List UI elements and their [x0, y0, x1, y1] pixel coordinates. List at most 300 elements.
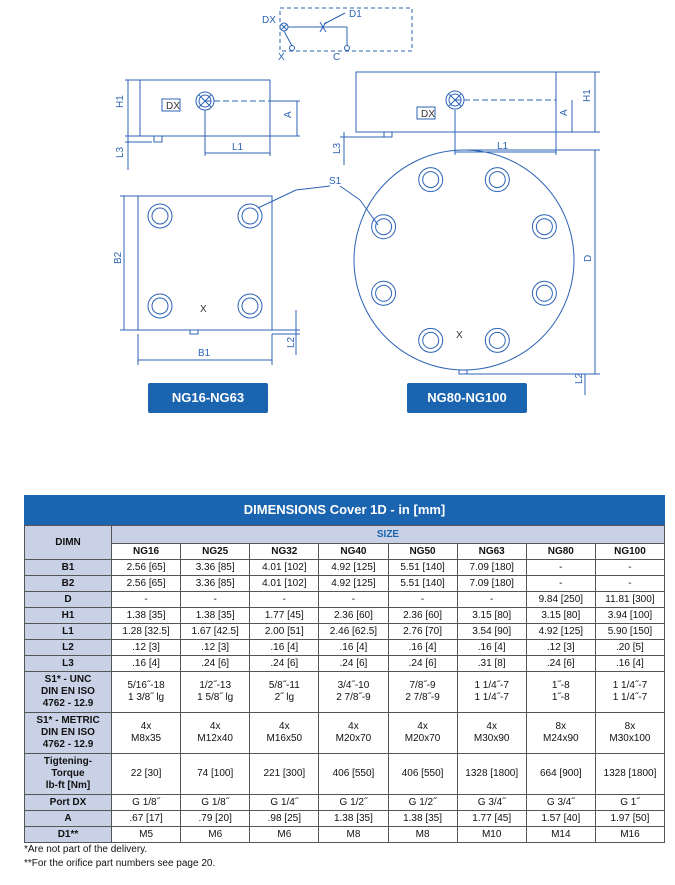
table-cell — [250, 592, 319, 608]
table-cell — [526, 656, 595, 672]
row-label — [25, 827, 112, 843]
bolt-hole — [536, 219, 552, 235]
bolt-hole — [376, 219, 392, 235]
cell-line: M30x100 — [609, 733, 651, 744]
cell-line: - — [420, 593, 425, 605]
label-l3-left: L3 — [115, 146, 126, 158]
table-cell — [319, 656, 388, 672]
cell-line: 1˝-8 — [551, 692, 570, 703]
table-cell — [457, 624, 526, 640]
cell-line: 3.36 [85] — [195, 577, 235, 589]
label-s1: S1 — [329, 176, 342, 187]
cell-line: 4x — [209, 721, 221, 732]
cell-line: 8x — [624, 721, 636, 732]
table-cell — [250, 795, 319, 811]
cell-line: G 1˝ — [620, 796, 640, 808]
cell-line: 1˝-8 — [551, 680, 570, 691]
cell-line: 1 1/4˝-7 — [612, 692, 648, 703]
table-cell — [595, 640, 664, 656]
table-cell — [526, 811, 595, 827]
table-cell — [112, 827, 181, 843]
cell-line: 221 [300] — [263, 768, 306, 779]
label-dx: DX — [262, 15, 276, 26]
label-l3-right: L3 — [332, 142, 343, 154]
table-cell — [112, 754, 181, 795]
cell-line: .98 [25] — [267, 812, 301, 824]
cell-line: - — [282, 593, 286, 605]
cell-line: M16 — [620, 828, 640, 840]
table-row — [25, 827, 665, 843]
column-header: NG63 — [457, 544, 526, 560]
cell-line: 4x — [417, 721, 428, 732]
cell-line: 1.38 [35] — [333, 812, 373, 824]
technical-drawing — [0, 0, 675, 440]
cell-line: 1.77 [45] — [264, 609, 304, 621]
cell-line: M20x70 — [335, 733, 372, 744]
table-cell — [319, 811, 388, 827]
table-cell — [526, 576, 595, 592]
table-cell — [457, 713, 526, 754]
table-cell — [388, 827, 457, 843]
table-cell — [388, 672, 457, 713]
table-cell — [388, 608, 457, 624]
row-label — [25, 576, 112, 592]
table-row — [25, 592, 665, 608]
label-dx-port-right: DX — [421, 109, 435, 120]
label-dx-port-left: DX — [166, 101, 180, 112]
label-l2-left: L2 — [286, 336, 297, 348]
label-d1: D1 — [349, 9, 362, 20]
table-title: DIMENSIONS Cover 1D - in [mm] — [24, 495, 665, 525]
table-row — [25, 754, 665, 795]
label-l1-left: L1 — [232, 142, 244, 153]
table-cell — [112, 576, 181, 592]
column-header: NG40 — [319, 544, 388, 560]
row-label-line: DIN EN ISO — [41, 727, 95, 738]
cell-line: 2.36 [60] — [333, 609, 373, 621]
table-cell — [388, 640, 457, 656]
side-view-ng80-ng100 — [340, 72, 600, 165]
cell-line: M5 — [139, 828, 154, 840]
cell-line: 1 1/4˝-7 — [474, 680, 509, 691]
table-cell — [388, 576, 457, 592]
row-label-line: 4762 - 12.9 — [42, 739, 94, 750]
table-cell — [181, 827, 250, 843]
table-cell — [181, 795, 250, 811]
cell-line: 1328 [1800] — [603, 768, 657, 779]
cell-line: 3.15 [80] — [541, 609, 581, 621]
bolt-hole — [423, 172, 439, 188]
table-cell — [319, 576, 388, 592]
table-cell — [250, 827, 319, 843]
cell-line: 7.09 [180] — [469, 561, 514, 573]
table-cell — [388, 795, 457, 811]
table-row — [25, 795, 665, 811]
cell-line: G 3/4˝ — [546, 796, 575, 808]
table-cell — [181, 560, 250, 576]
table-cell — [112, 672, 181, 713]
cell-line: G 1/2˝ — [339, 796, 368, 808]
cell-line: - — [559, 577, 563, 589]
table-cell — [181, 811, 250, 827]
cell-line: .20 [5] — [616, 641, 644, 653]
cell-line: M20x70 — [404, 733, 441, 744]
table-cell — [250, 560, 319, 576]
cell-line: .16 [4] — [270, 641, 299, 653]
cell-line: M8 — [415, 828, 430, 840]
table-cell — [595, 811, 664, 827]
table-cell — [526, 608, 595, 624]
table-cell — [388, 811, 457, 827]
label-a-left: A — [283, 111, 294, 118]
row-label-line: lb-ft [Nm] — [45, 780, 91, 791]
cell-line: M16x50 — [266, 733, 303, 744]
label-x: X — [278, 52, 285, 63]
cell-line: M8 — [346, 828, 361, 840]
cell-line: 5.51 [140] — [400, 577, 445, 589]
table-cell — [181, 754, 250, 795]
size-header: SIZE — [112, 526, 665, 544]
cell-line: G 3/4˝ — [477, 796, 506, 808]
table-row — [25, 713, 665, 754]
row-label-line: Tigtening- — [43, 756, 93, 767]
table-cell — [595, 576, 664, 592]
cell-line: .16 [4] — [132, 657, 160, 669]
table-cell — [112, 811, 181, 827]
cell-line: 74 [100] — [197, 768, 234, 779]
table-cell — [457, 592, 526, 608]
table-cell — [526, 827, 595, 843]
cell-line: 2.56 [65] — [126, 577, 166, 589]
table-cell — [181, 656, 250, 672]
table-cell — [319, 592, 388, 608]
row-label-line: L3 — [62, 657, 74, 669]
row-label — [25, 560, 112, 576]
cell-line: 1.97 [50] — [610, 812, 650, 824]
column-header: NG100 — [595, 544, 664, 560]
cell-line: - — [144, 593, 148, 605]
table-cell — [319, 624, 388, 640]
table-cell — [526, 754, 595, 795]
table-cell — [181, 576, 250, 592]
table-cell — [112, 713, 181, 754]
cell-line: M6 — [277, 828, 292, 840]
cell-line: 4.01 [102] — [262, 577, 307, 589]
side-view-ng16-ng63 — [125, 80, 300, 170]
cell-line: - — [559, 561, 563, 573]
cell-line: .24 [6] — [339, 657, 368, 669]
cell-line: .24 [6] — [408, 657, 437, 669]
row-label-line: D1** — [57, 828, 79, 840]
cell-line: 22 [30] — [130, 768, 162, 779]
cell-line: 4x — [140, 721, 152, 732]
table-cell — [319, 608, 388, 624]
cell-line: 1 1/4˝-7 — [612, 680, 648, 691]
table-cell — [250, 811, 319, 827]
table-cell — [250, 656, 319, 672]
row-label — [25, 640, 112, 656]
row-label-line: Torque — [51, 768, 85, 779]
cell-line: 3.15 [80] — [472, 609, 512, 621]
label-a-right: A — [559, 109, 570, 116]
cell-line: .12 [3] — [201, 641, 230, 653]
cell-line: .24 [6] — [546, 657, 575, 669]
label-h1-right: H1 — [582, 89, 593, 102]
table-cell — [319, 754, 388, 795]
cell-line: 1.57 [40] — [541, 812, 581, 824]
table-cell — [526, 640, 595, 656]
row-label-line: L1 — [62, 625, 74, 637]
dimn-header: DIMN — [25, 526, 112, 560]
table-cell — [457, 827, 526, 843]
table-row — [25, 624, 665, 640]
table-cell — [181, 624, 250, 640]
cell-line: 8x — [555, 721, 567, 732]
label-hole-x-round: X — [456, 330, 463, 341]
cell-line: M24x90 — [543, 733, 579, 744]
row-label — [25, 592, 112, 608]
hydraulic-schematic — [280, 8, 412, 51]
table-cell — [388, 713, 457, 754]
label-b1: B1 — [198, 348, 211, 359]
cell-line: 5/16˝-18 — [127, 680, 165, 691]
cell-line: 406 [550] — [401, 768, 444, 779]
cell-line: 1.28 [32.5] — [122, 625, 170, 637]
cell-line: - — [351, 593, 356, 605]
table-cell — [595, 713, 664, 754]
table-cell — [457, 608, 526, 624]
table-row — [25, 560, 665, 576]
column-header: NG80 — [526, 544, 595, 560]
variant-label-ng80-ng100: NG80-NG100 — [407, 383, 527, 413]
label-l1-right: L1 — [497, 141, 509, 152]
cell-line: 4x — [348, 721, 359, 732]
row-label-line: Port DX — [49, 796, 87, 808]
table-cell — [250, 624, 319, 640]
row-label-line: S1* - METRIC — [36, 715, 100, 726]
table-cell — [388, 592, 457, 608]
table-row — [25, 608, 665, 624]
table-cell — [457, 576, 526, 592]
cell-line: 1 3/8˝ lg — [127, 692, 165, 703]
table-cell — [250, 608, 319, 624]
table-cell — [319, 713, 388, 754]
cell-line: .31 [8] — [477, 657, 506, 669]
table-cell — [595, 592, 664, 608]
column-header: NG32 — [250, 544, 319, 560]
cell-line: G 1/8˝ — [201, 796, 230, 808]
row-label — [25, 672, 112, 713]
table-cell — [250, 672, 319, 713]
table-cell — [250, 576, 319, 592]
round-plan-view — [340, 150, 600, 395]
cell-line: M14 — [551, 828, 571, 840]
cell-line: .16 [4] — [408, 641, 437, 653]
cell-line: 406 [550] — [332, 768, 375, 779]
row-label-line: H1 — [61, 609, 75, 621]
row-label-line: L2 — [62, 641, 74, 653]
cell-line: 1 5/8˝ lg — [197, 692, 234, 703]
cell-line: 5.90 [150] — [607, 625, 653, 637]
table-cell — [526, 560, 595, 576]
table-cell — [319, 827, 388, 843]
cell-line: 1 1/4˝-7 — [474, 692, 509, 703]
table-row — [25, 672, 665, 713]
table-cell — [595, 795, 664, 811]
cell-line: - — [628, 577, 632, 589]
cell-line: - — [213, 593, 217, 605]
table-cell — [319, 795, 388, 811]
row-label-line: 4762 - 12.9 — [42, 698, 94, 709]
table-cell — [181, 608, 250, 624]
cell-line: 2 7/8˝-9 — [405, 692, 440, 703]
cell-line: .24 [6] — [270, 657, 299, 669]
bolt-hole — [489, 172, 505, 188]
table-cell — [112, 624, 181, 640]
cell-line: 7/8˝-9 — [409, 680, 436, 691]
row-label — [25, 608, 112, 624]
label-l2-right: L2 — [574, 372, 585, 384]
label-b2: B2 — [113, 251, 124, 264]
table-cell — [181, 713, 250, 754]
table-cell — [181, 672, 250, 713]
row-label-line: D — [64, 593, 72, 605]
table-row — [25, 656, 665, 672]
cell-line: 4x — [486, 721, 497, 732]
cell-line: G 1/4˝ — [270, 796, 299, 808]
row-label — [25, 713, 112, 754]
cell-line: 2.00 [51] — [264, 625, 304, 637]
table-cell — [388, 560, 457, 576]
row-label — [25, 624, 112, 640]
column-header: NG25 — [181, 544, 250, 560]
table-cell — [457, 754, 526, 795]
table-cell — [319, 560, 388, 576]
cell-line: M8x35 — [131, 733, 162, 744]
table-cell — [457, 656, 526, 672]
cell-line: 4.92 [125] — [331, 561, 376, 573]
table-cell — [526, 795, 595, 811]
table-cell — [388, 754, 457, 795]
table-cell — [250, 640, 319, 656]
table-cell — [250, 713, 319, 754]
cell-line: 4.92 [125] — [331, 577, 376, 589]
bolt-hole — [376, 285, 392, 301]
row-label — [25, 656, 112, 672]
cell-line: 1328 [1800] — [465, 768, 519, 779]
table-cell — [595, 624, 664, 640]
label-hole-x-square: X — [200, 304, 207, 315]
table-cell — [526, 592, 595, 608]
cell-line: .12 [3] — [132, 641, 160, 653]
row-label-line: B2 — [61, 577, 75, 589]
cell-line: 3/4˝-10 — [337, 680, 370, 691]
table-cell — [181, 640, 250, 656]
cell-line: 1.38 [35] — [126, 609, 166, 621]
cell-line: 664 [900] — [539, 768, 582, 779]
cell-line: M30x90 — [473, 733, 510, 744]
table-cell — [319, 640, 388, 656]
table-cell — [388, 656, 457, 672]
cell-line: 4.92 [125] — [538, 625, 584, 637]
square-plan-view — [120, 186, 330, 365]
row-label-line: DIN EN ISO — [41, 686, 95, 697]
cell-line: 1.38 [35] — [195, 609, 235, 621]
table-row — [25, 811, 665, 827]
row-label-line: A — [64, 812, 72, 824]
table-cell — [319, 672, 388, 713]
row-label — [25, 795, 112, 811]
table-cell — [595, 754, 664, 795]
variant-label-ng16-ng63: NG16-NG63 — [148, 383, 268, 413]
cell-line: 2.56 [65] — [126, 561, 166, 573]
bolt-hole — [536, 285, 552, 301]
table-cell — [457, 672, 526, 713]
table-cell — [595, 827, 664, 843]
table-cell — [250, 754, 319, 795]
table-cell — [595, 656, 664, 672]
cell-line: .16 [4] — [339, 641, 368, 653]
table-cell — [112, 560, 181, 576]
table-cell — [112, 795, 181, 811]
table-cell — [112, 608, 181, 624]
table-cell — [457, 560, 526, 576]
table-row — [25, 576, 665, 592]
table-cell — [181, 592, 250, 608]
cell-line: 2.76 [70] — [403, 625, 443, 637]
column-header: NG50 — [388, 544, 457, 560]
label-d: D — [583, 254, 594, 262]
cell-line: .16 [4] — [477, 641, 506, 653]
table-cell — [388, 624, 457, 640]
cell-line: 11.81 [300] — [605, 593, 655, 605]
table-cell — [595, 608, 664, 624]
cell-line: 3.94 [100] — [607, 609, 653, 621]
cell-line: M12x40 — [197, 733, 233, 744]
cell-line: 7.09 [180] — [469, 577, 514, 589]
table-cell — [526, 672, 595, 713]
cell-line: 1/2˝-13 — [199, 680, 232, 691]
cell-line: M6 — [208, 828, 223, 840]
dimensions-table — [24, 525, 665, 843]
table-cell — [526, 713, 595, 754]
table-cell — [457, 640, 526, 656]
cell-line: 9.84 [250] — [538, 593, 584, 605]
cell-line: 2˝ lg — [274, 692, 295, 703]
cell-line: M10 — [481, 828, 502, 840]
cell-line: 5/8˝-11 — [268, 680, 300, 691]
table-cell — [595, 672, 664, 713]
row-label-line: B1 — [61, 561, 75, 573]
footnotes — [24, 843, 215, 871]
cell-line: 3.54 [90] — [472, 625, 512, 637]
bolt-hole — [423, 332, 439, 348]
row-label — [25, 754, 112, 795]
cell-line: - — [490, 593, 494, 605]
table-cell — [112, 640, 181, 656]
table-cell — [526, 624, 595, 640]
table-cell — [112, 656, 181, 672]
cell-line: .67 [17] — [129, 812, 163, 824]
cell-line: .16 [4] — [616, 657, 644, 669]
cell-line: 3.36 [85] — [195, 561, 235, 573]
cell-line: 2 7/8˝-9 — [336, 692, 371, 703]
cell-line: .24 [6] — [201, 657, 230, 669]
cell-line: 1.67 [42.5] — [191, 625, 239, 637]
label-c: C — [333, 52, 341, 63]
cell-line: 4.01 [102] — [262, 561, 307, 573]
cell-line: G 1/2˝ — [408, 796, 437, 808]
